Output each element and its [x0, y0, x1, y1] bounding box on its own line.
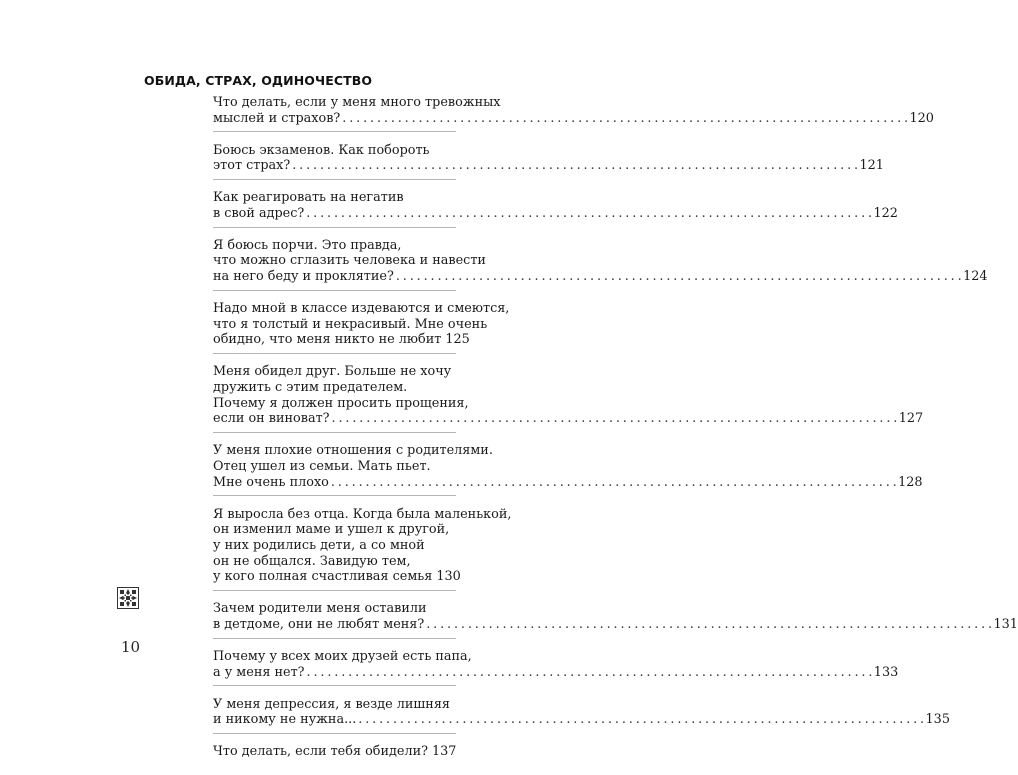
toc-entry-line: Я боюсь порчи. Это правда, [213, 237, 402, 253]
table-of-contents [213, 95, 1018, 775]
toc-entry-line: Как реагировать на негатив [213, 190, 404, 206]
toc-entry-line: Я выросла без отца. Когда была маленькой, [213, 506, 512, 522]
page-number: 10 [121, 638, 141, 656]
toc-entry-text: если он виноват? [213, 411, 330, 427]
toc-entry-text: в детдоме, они не любят меня? [213, 617, 425, 633]
dot-leader [332, 411, 897, 427]
toc-entry-last-line [213, 617, 1018, 633]
toc-entry[interactable] [213, 506, 512, 592]
dot-leader [342, 111, 907, 127]
toc-entry-text: а у меня нет? [213, 664, 305, 680]
toc-page-number: 127 [898, 411, 924, 427]
toc-entry-line: У меня плохие отношения с родителями. [213, 443, 493, 459]
toc-entry-text: и никому не нужна... [213, 712, 357, 728]
dot-leader [331, 475, 896, 491]
toc-page-number: 124 [963, 269, 988, 285]
toc-page-number: 137 [432, 744, 457, 760]
toc-entry-last-line [213, 205, 898, 222]
toc-entry-last-line [213, 411, 924, 427]
toc-entry-line: Зачем родители меня оставили [213, 601, 427, 617]
toc-entry[interactable] [213, 301, 510, 354]
toc-entry-line: У меня депрессия, я везде лишняя [213, 696, 450, 712]
toc-entry-line: Надо мной в классе издеваются и смеются, [213, 301, 510, 317]
toc-entry[interactable] [213, 190, 898, 227]
toc-entry-text: у кого полная счастливая семья [213, 569, 433, 585]
toc-entry-last-line [213, 712, 950, 728]
toc-entry-last-line [213, 332, 470, 348]
toc-entry-last-line [213, 474, 923, 491]
toc-entry[interactable] [213, 443, 923, 496]
toc-entry-text: этот страх? [213, 158, 291, 174]
toc-entry-last-line [213, 569, 461, 585]
toc-page-number: 131 [993, 617, 1018, 633]
toc-entry-text: Что делать, если тебя обидели? [213, 744, 429, 760]
toc-page-number: 130 [436, 569, 461, 585]
toc-entry-text: в свой адрес? [213, 205, 305, 221]
toc-entry[interactable] [213, 696, 950, 734]
dot-leader [292, 158, 857, 174]
toc-entry-last-line [213, 269, 988, 285]
toc-page-number: 125 [445, 332, 470, 348]
dot-leader [396, 269, 961, 285]
toc-page-number: 128 [898, 474, 923, 490]
toc-entry-text: мыслей и страхов? [213, 110, 341, 126]
toc-entry-line: что я толстый и некрасивый. Мне очень [213, 316, 488, 332]
toc-page-number: 122 [873, 205, 898, 221]
section-title: ОБИДА, СТРАХ, ОДИНОЧЕСТВО [144, 73, 373, 88]
toc-entry[interactable] [213, 237, 988, 291]
toc-page-number: 135 [925, 712, 950, 728]
toc-entry-line: Отец ушел из семьи. Мать пьет. [213, 459, 431, 475]
toc-entry-line: дружить с этим предателем. [213, 380, 408, 396]
toc-entry-line: у них родились дети, а со мной [213, 538, 425, 554]
toc-entry-line: Что делать, если у меня много тревожных [213, 95, 501, 110]
toc-page-number: 121 [859, 158, 884, 174]
toc-entry[interactable] [213, 142, 884, 180]
toc-entry-last-line [213, 744, 456, 760]
decorative-square-ornament-icon [117, 587, 139, 609]
toc-entry-text: Мне очень плохо [213, 474, 329, 490]
toc-entry-line: он не общался. Завидую тем, [213, 553, 411, 569]
dot-leader [306, 206, 871, 222]
toc-entry-line: Меня обидел друг. Больше не хочу [213, 364, 452, 380]
toc-entry-line: Почему у всех моих друзей есть папа, [213, 648, 472, 664]
dot-leader [307, 665, 872, 681]
toc-page-number: 120 [909, 110, 934, 126]
toc-entry-line: что можно сглазить человека и навести [213, 253, 486, 269]
toc-entry-last-line [213, 110, 934, 127]
toc-entry-last-line [213, 158, 884, 174]
toc-entry[interactable] [213, 601, 1018, 638]
toc-entry-text: обидно, что меня никто не любит [213, 332, 442, 348]
toc-entry[interactable] [213, 648, 899, 686]
toc-entry-line: Почему я должен просить прощения, [213, 395, 469, 411]
toc-entry-line: он изменил маме и ушел к другой, [213, 522, 450, 538]
toc-entry-line: Боюсь экзаменов. Как побороть [213, 142, 430, 158]
toc-page-number: 133 [873, 664, 899, 680]
toc-entry[interactable] [213, 744, 456, 765]
dot-leader [358, 712, 923, 728]
toc-entry-text: на него беду и проклятие? [213, 269, 394, 285]
toc-entry[interactable] [213, 95, 934, 132]
toc-entry-last-line [213, 664, 899, 681]
toc-entry[interactable] [213, 364, 924, 433]
dot-leader [426, 617, 991, 633]
